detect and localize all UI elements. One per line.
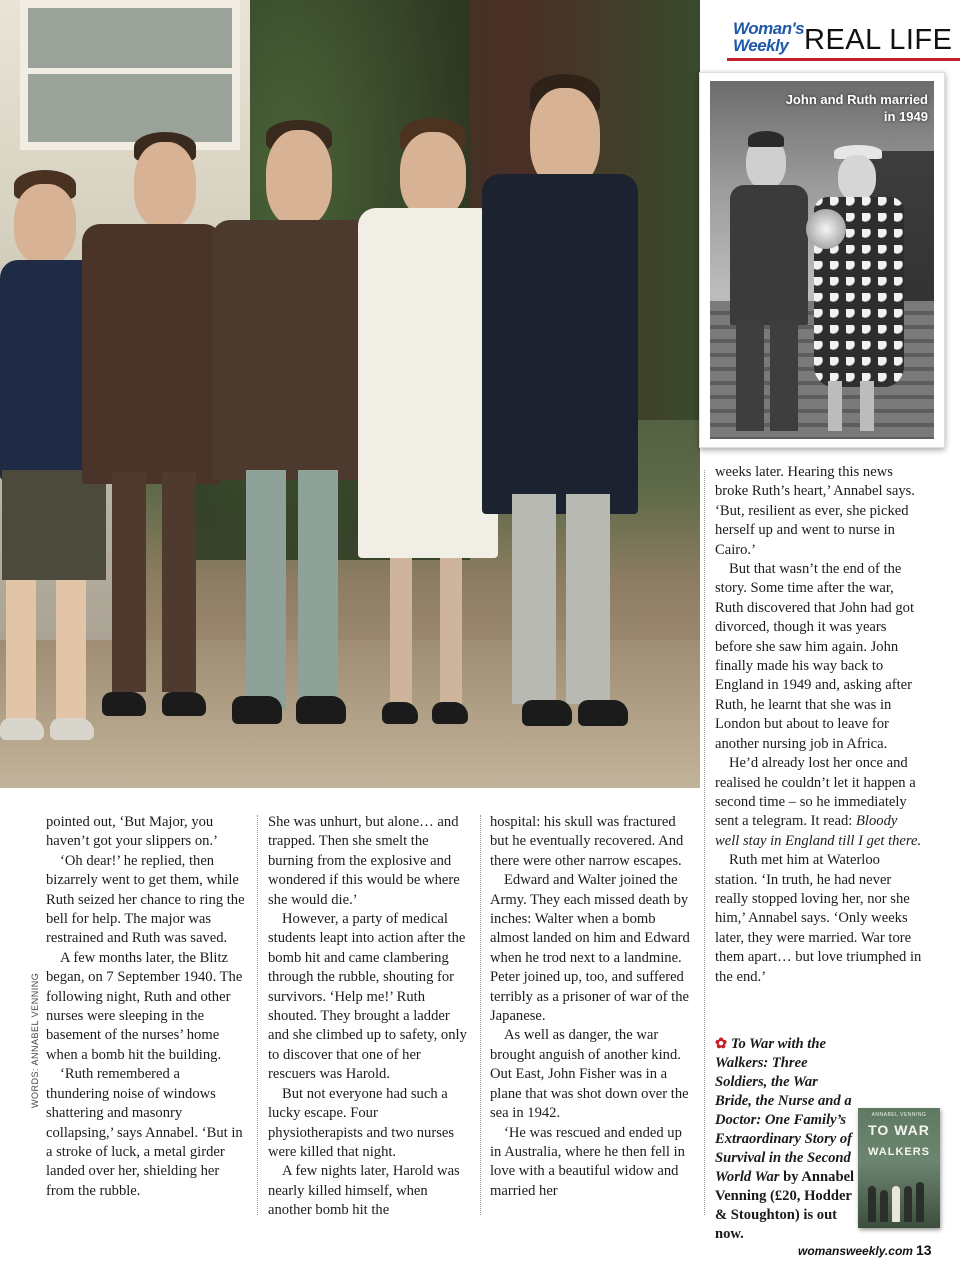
paragraph: But not everyone had such a lucky escape. Four physiotherapists and two nurses were killed that night. bbox=[268, 1085, 455, 1160]
section-title: REAL LIFE bbox=[804, 24, 953, 56]
photo-person-5 bbox=[482, 74, 638, 734]
article-column-2 bbox=[268, 813, 470, 1221]
flower-icon: ✿ bbox=[715, 1036, 728, 1052]
paragraph: ‘Oh dear!’ he replied, then bizarrely went to get them, while Ruth seized her chance to ring the bell for help. The major was restrained and Ruth was saved. bbox=[46, 852, 245, 947]
book-cover-author: ANNABEL VENNING bbox=[871, 1112, 927, 1118]
book-cover-title-2: WALKERS bbox=[868, 1146, 930, 1158]
book-title: To War with the Walkers: Three Soldiers, the War Bride, the Nurse and a Doctor: One Family’s Extraordinary Story of Survival in the Second World War bbox=[715, 1036, 853, 1185]
paragraph: A few nights later, Harold was nearly killed himself, when another bomb hit the bbox=[268, 1163, 460, 1219]
paragraph bbox=[715, 754, 925, 851]
photo-person-2 bbox=[82, 132, 222, 732]
paragraph: weeks later. Hearing this news broke Ruth’s heart,’ Annabel says. ‘But, resilient as ever, she picked herself up and went to nurse in Cairo.’ bbox=[715, 464, 915, 558]
page-footer bbox=[798, 1242, 932, 1258]
footer-site: womansweekly.com bbox=[798, 1244, 913, 1258]
article-column-1 bbox=[46, 813, 246, 1201]
book-details: by Annabel Venning (£20, Hodder & Stoughton) is out now. bbox=[715, 1169, 855, 1242]
article-column-4 bbox=[715, 463, 925, 987]
paragraph: But that wasn’t the end of the story. Some time after the war, Ruth discovered that John had got divorced, though it was years before she saw him again. John finally made his way back to England in 1949 and, asking after Ruth, he learnt that she was in London but about to leave for another nursing job in Africa. bbox=[715, 561, 915, 752]
column-divider bbox=[257, 815, 258, 1215]
book-cover bbox=[858, 1108, 940, 1228]
book-cover-title: TO WAR bbox=[868, 1122, 930, 1138]
paragraph: ‘He was rescued and ended up in Australia, where he then fell in love with a beautiful widow and married her bbox=[490, 1124, 685, 1199]
paragraph: hospital: his skull was fractured but he eventually recovered. And there were other narrow escapes. bbox=[490, 814, 684, 869]
paragraph: A few months later, the Blitz began, on 7 September 1940. The following night, Ruth and other nurses were sleeping in the basement of the nurses’ home when a bomb hit the building. bbox=[46, 949, 243, 1063]
photo-window bbox=[20, 0, 240, 150]
paragraph: Ruth met him at Waterloo station. ‘In truth, he had never really stopped loving her, nor she him,’ Annabel says. ‘Only weeks later, they were married. War tore them apart… but love triumphed in the end.’ bbox=[715, 852, 922, 985]
telegram-quote: Bloody well stay in England till I get there. bbox=[715, 813, 922, 849]
paragraph: pointed out, ‘But Major, you haven’t got your slippers on.’ bbox=[46, 814, 218, 850]
paragraph: ‘Ruth remembered a thundering noise of windows shattering and masonry collapsing,’ says Annabel. ‘But in a stroke of luck, a metal girder landed over her, shielding her from the rubble. bbox=[46, 1066, 243, 1199]
page-number: 13 bbox=[915, 1242, 932, 1258]
photo-person-ruth bbox=[358, 118, 498, 738]
paragraph-text: He’d already lost her once and realised he couldn’t let it happen a second time – so he immediately sent a telegram. It read: bbox=[715, 755, 916, 830]
words-credit: WORDS: ANNABEL VENNING bbox=[30, 972, 40, 1108]
column-divider bbox=[480, 815, 481, 1215]
article-column-3 bbox=[490, 813, 696, 1201]
family-photo bbox=[0, 0, 700, 788]
header-rule bbox=[727, 58, 960, 61]
paragraph: As well as danger, the war brought anguish of another kind. Out East, John Fisher was in a plane that was shot down over the sea in 1942. bbox=[490, 1027, 689, 1122]
paragraph: Edward and Walter joined the Army. They each missed death by inches: Walter when a bomb almost landed on him and Edward when he trod next to a landmine. Peter joined up, too, and suffered terribly as a prisoner of war of the Japanese. bbox=[490, 872, 690, 1025]
wedding-photo bbox=[710, 81, 934, 439]
column-divider bbox=[704, 470, 705, 1215]
paragraph: However, a party of medical students leapt into action after the bomb hit and came clambering through the rubble, shouting for survivors. ‘Help me!’ Ruth shouted. They brought a ladder and she climbed up to safety, only to discover that one of her rescuers was Harold. bbox=[268, 911, 467, 1083]
wedding-photo-frame bbox=[699, 72, 945, 448]
womans-weekly-logo: Woman's Weekly bbox=[733, 19, 805, 55]
photo-person-3 bbox=[212, 120, 372, 740]
wedding-photo-caption: John and Ruth married in 1949 bbox=[785, 92, 928, 124]
paragraph: She was unhurt, but alone… and trapped. Then she smelt the burning from the explosive and wondered if this would be where she would die.’ bbox=[268, 814, 460, 908]
